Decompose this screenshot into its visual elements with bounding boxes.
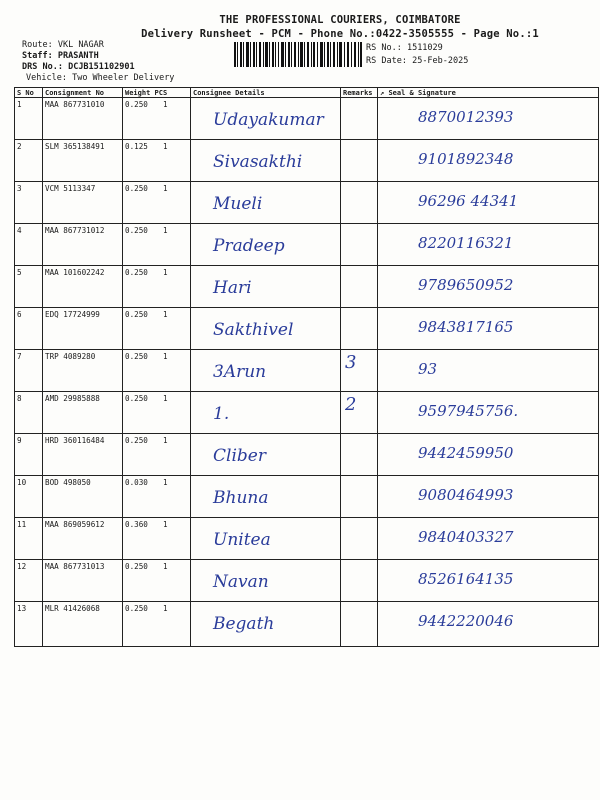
pcs-value: 1: [163, 226, 168, 235]
signature-handwritten: 9843817165: [418, 318, 514, 336]
table-row: [15, 182, 599, 224]
cell-consignee: [191, 602, 341, 647]
cell-consignee: [191, 434, 341, 476]
table-row: [15, 350, 599, 392]
pcs-value: 1: [163, 268, 168, 277]
consignee-handwritten: 1.: [213, 404, 230, 424]
signature-handwritten: 9597945756.: [418, 402, 519, 420]
cell-sno: 7: [15, 350, 43, 392]
cell-weight-pcs: [123, 476, 191, 518]
consignee-handwritten: Unitea: [213, 530, 271, 550]
header-sno: S No: [15, 88, 43, 98]
cell-sno: 11: [15, 518, 43, 560]
cell-sno: 3: [15, 182, 43, 224]
signature-handwritten: 8220116321: [418, 234, 514, 252]
weight-value: 0.250: [125, 604, 148, 613]
cell-signature: [378, 476, 599, 518]
cell-consignee: [191, 350, 341, 392]
cell-sno: 6: [15, 308, 43, 350]
consignee-handwritten: Bhuna: [213, 488, 269, 508]
weight-value: 0.250: [125, 100, 148, 109]
cell-signature: [378, 392, 599, 434]
weight-value: 0.360: [125, 520, 148, 529]
cell-remarks: [341, 392, 378, 434]
signature-handwritten: 9789650952: [418, 276, 514, 294]
table-row: [15, 602, 599, 647]
cell-weight-pcs: [123, 392, 191, 434]
cell-remarks: [341, 476, 378, 518]
table-row: [15, 224, 599, 266]
header-weight-pcs: Weight PCS: [123, 88, 191, 98]
company-title: THE PROFESSIONAL COURIERS, COIMBATORE: [219, 14, 461, 26]
cell-consignment: EDQ 17724999: [43, 308, 123, 350]
vehicle-line: Vehicle: Two Wheeler Delivery: [26, 73, 175, 83]
table-row: [15, 434, 599, 476]
table-row: [15, 98, 599, 140]
cell-signature: [378, 602, 599, 647]
header-remarks: Remarks: [341, 88, 378, 98]
weight-value: 0.250: [125, 436, 148, 445]
cell-remarks: [341, 266, 378, 308]
consignee-handwritten: Cliber: [213, 446, 266, 466]
remark-handwritten: 2: [345, 394, 357, 415]
signature-handwritten: 9442220046: [418, 612, 514, 630]
pcs-value: 1: [163, 478, 168, 487]
cell-remarks: [341, 308, 378, 350]
cell-sno: 13: [15, 602, 43, 647]
cell-weight-pcs: [123, 182, 191, 224]
cell-consignment: AMD 29985888: [43, 392, 123, 434]
table-row: [15, 140, 599, 182]
weight-value: 0.250: [125, 268, 148, 277]
rs-date: RS Date: 25-Feb-2025: [366, 56, 469, 66]
cell-consignment: TRP 4089280: [43, 350, 123, 392]
cell-remarks: [341, 434, 378, 476]
cell-signature: [378, 224, 599, 266]
consignee-handwritten: Pradeep: [213, 236, 285, 256]
cell-consignee: [191, 182, 341, 224]
cell-weight-pcs: [123, 560, 191, 602]
header-consignment: Consignment No: [43, 88, 123, 98]
pcs-value: 1: [163, 394, 168, 403]
cell-remarks: [341, 350, 378, 392]
cell-sno: 8: [15, 392, 43, 434]
table-row: [15, 266, 599, 308]
consignee-handwritten: Begath: [213, 614, 275, 634]
pcs-value: 1: [163, 562, 168, 571]
cell-consignment: BOD 498050: [43, 476, 123, 518]
cell-weight-pcs: [123, 266, 191, 308]
cell-weight-pcs: [123, 140, 191, 182]
route-line: Route: VKL NAGAR: [22, 40, 104, 50]
cell-weight-pcs: [123, 350, 191, 392]
weight-value: 0.250: [125, 394, 148, 403]
weight-value: 0.030: [125, 478, 148, 487]
cell-consignee: [191, 560, 341, 602]
staff-value: PRASANTH: [57, 51, 99, 61]
table-header-row: [15, 88, 599, 98]
cell-consignment: HRD 360116484: [43, 434, 123, 476]
consignee-handwritten: Sakthivel: [213, 320, 294, 340]
cell-consignee: [191, 266, 341, 308]
staff-line: Staff: PRASANTH: [22, 51, 99, 61]
cell-sno: 1: [15, 98, 43, 140]
cell-signature: [378, 140, 599, 182]
consignee-handwritten: Udayakumar: [213, 110, 324, 130]
cell-remarks: [341, 140, 378, 182]
pcs-value: 1: [163, 310, 168, 319]
cell-remarks: [341, 98, 378, 140]
cell-signature: [378, 308, 599, 350]
consignee-handwritten: Navan: [213, 572, 269, 592]
cell-consignment: SLM 365138491: [43, 140, 123, 182]
weight-value: 0.250: [125, 310, 148, 319]
signature-handwritten: 9442459950: [418, 444, 514, 462]
cell-signature: [378, 518, 599, 560]
signature-handwritten: 9101892348: [418, 150, 514, 168]
cell-signature: [378, 266, 599, 308]
cell-signature: [378, 350, 599, 392]
signature-handwritten: 96296 44341: [418, 192, 519, 210]
pcs-value: 1: [163, 604, 168, 613]
cell-weight-pcs: [123, 518, 191, 560]
weight-value: 0.250: [125, 562, 148, 571]
weight-value: 0.250: [125, 184, 148, 193]
consignee-handwritten: 3Arun: [213, 362, 267, 382]
table-row: [15, 308, 599, 350]
consignee-handwritten: Mueli: [213, 194, 263, 214]
cell-consignee: [191, 392, 341, 434]
barcode-icon: [234, 42, 362, 67]
cell-consignment: MAA 867731012: [43, 224, 123, 266]
pcs-value: 1: [163, 142, 168, 151]
cell-consignment: MLR 41426068: [43, 602, 123, 647]
remark-handwritten: 3: [345, 352, 357, 373]
rs-number: RS No.: 1511029: [366, 43, 443, 53]
runsheet-table: [14, 87, 599, 647]
tick-icon: ↗: [380, 88, 385, 97]
consignee-handwritten: Hari: [213, 278, 252, 298]
cell-sno: 9: [15, 434, 43, 476]
drs-line: DRS No.: DCJB151102901: [22, 62, 135, 72]
cell-consignee: [191, 140, 341, 182]
cell-signature: [378, 182, 599, 224]
cell-sno: 2: [15, 140, 43, 182]
weight-value: 0.250: [125, 352, 148, 361]
signature-handwritten: 9080464993: [418, 486, 514, 504]
vehicle-value: Two Wheeler Delivery: [72, 73, 175, 83]
cell-weight-pcs: [123, 602, 191, 647]
table-row: [15, 560, 599, 602]
header-consignee: Consignee Details: [191, 88, 341, 98]
weight-value: 0.125: [125, 142, 148, 151]
cell-consignee: [191, 224, 341, 266]
consignee-handwritten: Sivasakthi: [213, 152, 303, 172]
cell-consignment: MAA 867731013: [43, 560, 123, 602]
cell-sno: 5: [15, 266, 43, 308]
route-value: VKL NAGAR: [57, 40, 104, 50]
cell-sno: 12: [15, 560, 43, 602]
table-row: [15, 476, 599, 518]
weight-value: 0.250: [125, 226, 148, 235]
cell-weight-pcs: [123, 224, 191, 266]
cell-weight-pcs: [123, 434, 191, 476]
cell-consignee: [191, 98, 341, 140]
drs-value: DCJB151102901: [68, 62, 135, 72]
signature-handwritten: 9840403327: [418, 528, 514, 546]
cell-consignee: [191, 308, 341, 350]
cell-consignee: [191, 476, 341, 518]
cell-remarks: [341, 518, 378, 560]
cell-consignment: VCM 5113347: [43, 182, 123, 224]
signature-handwritten: 93: [418, 360, 438, 378]
signature-handwritten: 8870012393: [418, 108, 514, 126]
cell-sno: 4: [15, 224, 43, 266]
cell-remarks: [341, 224, 378, 266]
pcs-value: 1: [163, 352, 168, 361]
cell-consignment: MAA 869059612: [43, 518, 123, 560]
cell-weight-pcs: [123, 308, 191, 350]
cell-consignment: MAA 101602242: [43, 266, 123, 308]
cell-remarks: [341, 602, 378, 647]
cell-sno: 10: [15, 476, 43, 518]
pcs-value: 1: [163, 184, 168, 193]
cell-signature: [378, 434, 599, 476]
cell-remarks: [341, 560, 378, 602]
signature-handwritten: 8526164135: [418, 570, 514, 588]
cell-weight-pcs: [123, 98, 191, 140]
cell-remarks: [341, 182, 378, 224]
cell-consignment: MAA 867731010: [43, 98, 123, 140]
header-signature: ↗ Seal & Signature: [378, 88, 599, 98]
cell-consignee: [191, 518, 341, 560]
pcs-value: 1: [163, 520, 168, 529]
pcs-value: 1: [163, 436, 168, 445]
runsheet-subtitle: Delivery Runsheet - PCM - Phone No.:0422-3505555 - Page No.:1: [141, 28, 539, 40]
table-row: [15, 518, 599, 560]
cell-signature: [378, 98, 599, 140]
pcs-value: 1: [163, 100, 168, 109]
cell-signature: [378, 560, 599, 602]
table-row: [15, 392, 599, 434]
